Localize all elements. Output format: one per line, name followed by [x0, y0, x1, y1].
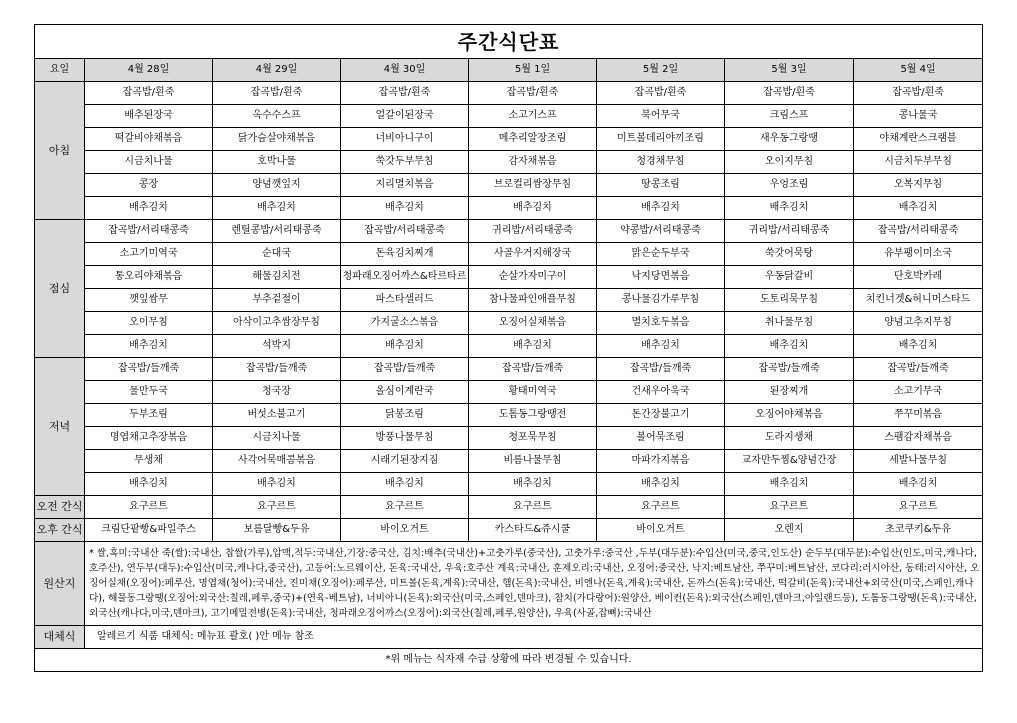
snack-row — [35, 519, 983, 542]
menu-item: 잡곡밥/들깨죽 — [854, 358, 983, 381]
origin-row — [35, 542, 983, 626]
menu-item: 우동닭갈비 — [725, 266, 854, 289]
menu-item: 배추김치 — [725, 197, 854, 220]
menu-item: 북어무국 — [597, 105, 725, 128]
menu-item: 잡곡밥/흰죽 — [725, 82, 854, 105]
menu-item: 옥수수스프 — [213, 105, 341, 128]
menu-item: 잡곡밥/서리태콩죽 — [854, 220, 983, 243]
menu-item: 유부팽이미소국 — [854, 243, 983, 266]
menu-item: 스팸감자채볶음 — [854, 427, 983, 450]
menu-item: 미트볼데리야끼조림 — [597, 128, 725, 151]
menu-item: 배추김치 — [597, 473, 725, 496]
menu-item: 가지굴소스볶음 — [341, 312, 469, 335]
day-header: 4월 29일 — [213, 59, 341, 82]
snack-item: 크림단팥빵&파일주스 — [85, 519, 213, 542]
menu-item: 시금치두부무침 — [854, 151, 983, 174]
meal-row — [35, 473, 983, 496]
menu-item: 깻잎쌈무 — [85, 289, 213, 312]
menu-item: 배추김치 — [469, 473, 597, 496]
day-header: 5월 2일 — [597, 59, 725, 82]
menu-item: 배추김치 — [469, 335, 597, 358]
menu-item: 배추김치 — [854, 197, 983, 220]
menu-item: 땅콩조림 — [597, 174, 725, 197]
snack-label: 오후 간식 — [35, 519, 85, 542]
menu-item: 도토리묵무침 — [725, 289, 854, 312]
menu-item: 잡곡밥/들깨죽 — [725, 358, 854, 381]
snack-item: 요구르트 — [597, 496, 725, 519]
menu-item: 단호박카레 — [854, 266, 983, 289]
menu-item: 새우동그랑땡 — [725, 128, 854, 151]
menu-sheet — [34, 24, 982, 697]
menu-item: 잡곡밥/흰죽 — [597, 82, 725, 105]
snack-item: 카스타드&쥬시쿨 — [469, 519, 597, 542]
weekday-label: 요일 — [35, 59, 85, 82]
menu-item: 사각어묵매콤볶음 — [213, 450, 341, 473]
menu-item: 비름나물무침 — [469, 450, 597, 473]
meal-label: 아침 — [35, 82, 85, 220]
menu-item: 잡곡밥/들깨죽 — [341, 358, 469, 381]
menu-item: 배추김치 — [854, 335, 983, 358]
snack-item: 요구르트 — [85, 496, 213, 519]
menu-item: 명엽채고추장볶음 — [85, 427, 213, 450]
menu-item: 소고기무국 — [854, 381, 983, 404]
menu-item: 떡갈비야채볶음 — [85, 128, 213, 151]
menu-item: 참나물파인애플무침 — [469, 289, 597, 312]
menu-item: 귀리밥/서리태콩죽 — [725, 220, 854, 243]
footnote: *위 메뉴는 식자재 수급 상황에 따라 변경될 수 있습니다. — [35, 649, 983, 672]
day-header: 4월 28일 — [85, 59, 213, 82]
menu-item: 잡곡밥/들깨죽 — [469, 358, 597, 381]
menu-item: 배추김치 — [85, 335, 213, 358]
menu-item: 쑥갓두부무침 — [341, 151, 469, 174]
menu-item: 크림스프 — [725, 105, 854, 128]
menu-item: 통오리야채볶음 — [85, 266, 213, 289]
footnote-row — [35, 649, 983, 672]
menu-item: 오복지무침 — [854, 174, 983, 197]
menu-item: 시금치나물 — [85, 151, 213, 174]
menu-item: 황태미역국 — [469, 381, 597, 404]
weekly-menu-table — [34, 24, 983, 672]
menu-item: 호박나물 — [213, 151, 341, 174]
snack-item: 요구르트 — [213, 496, 341, 519]
meal-label: 저녁 — [35, 358, 85, 496]
meal-row — [35, 220, 983, 243]
snack-item: 요구르트 — [469, 496, 597, 519]
menu-item: 오징어야채볶음 — [725, 404, 854, 427]
meal-row — [35, 358, 983, 381]
menu-item: 오이지무침 — [725, 151, 854, 174]
day-header: 5월 4일 — [854, 59, 983, 82]
menu-item: 배추김치 — [213, 197, 341, 220]
menu-item: 순살가자미구이 — [469, 266, 597, 289]
menu-item: 너비아니구이 — [341, 128, 469, 151]
menu-item: 방풍나물무침 — [341, 427, 469, 450]
meal-row — [35, 266, 983, 289]
meal-row — [35, 243, 983, 266]
menu-item: 배추김치 — [341, 197, 469, 220]
menu-item: 잡곡밥/흰죽 — [85, 82, 213, 105]
menu-item: 맑은순두부국 — [597, 243, 725, 266]
meal-row — [35, 312, 983, 335]
menu-item: 메추리알장조림 — [469, 128, 597, 151]
substitute-row — [35, 626, 983, 649]
meal-label: 점심 — [35, 220, 85, 358]
menu-item: 닭봉조림 — [341, 404, 469, 427]
menu-item: 브로컬리쌈장무침 — [469, 174, 597, 197]
meal-row — [35, 197, 983, 220]
menu-item: 청경채무침 — [597, 151, 725, 174]
menu-item: 마파가지볶음 — [597, 450, 725, 473]
menu-item: 물만두국 — [85, 381, 213, 404]
snack-item: 요구르트 — [854, 496, 983, 519]
meal-row — [35, 335, 983, 358]
meal-row — [35, 128, 983, 151]
origin-text: * 쌀,흑미:국내산 죽(쌀):국내산, 찹쌀(가루),압맥,적두:국내산,기장:중국산, 김치:배추(국내산)+고춧가루(중국산), 고춧가루:중국산 ,두부(대두분):수입산(미국,중국,인도산) 순두부(대두분):수입산(인도,미국,캐나다,호주산), 연두부(대두):수입산(미국,캐나다,중국산), 고등어:노르웨이산, 돈육:국내산, 우육:호주산 계육:국내산, 훈제오리:국내산, 오징어:중국산, 낙지:베트남산, 쭈꾸미:베트남산, 코다리:러시아산, 동태:러시아산, 오징어실채(오징어):페루산, 명엽채(청어):국내산, 진미채(오징어):페루산, 미트볼(돈육,계육):국내산, 햄(돈육):국내산, 비엔나(돈육,계육):국내산, 돈까스(돈육):국내산, 떡갈비(돈육):국내산+외국산(미국,스페인,캐나다), 해물동그랑땡(오징어:외국산:칠레,페루,중국)+(연육-베트남), 너비아니(돈육):외국산(미국,스페인,덴마크), 참치(가다랑어):원양산, 베이컨(돈육):외국산(스페인,덴마크,아일랜드등), 도톰동그랑땡(돈육):국내산,외국산(캐나다,미국,덴마크), 고기메밀전병(돈육):국내산, 청파래오징어까스(오징어):외국산(칠레,페루,원양산), 우육(사골,잡뼈):국내산 — [85, 542, 983, 626]
menu-item: 배추김치 — [725, 335, 854, 358]
menu-item: 교자만두찜&양념간장 — [725, 450, 854, 473]
menu-item: 배추김치 — [597, 197, 725, 220]
menu-item: 귀리밥/서리태콩죽 — [469, 220, 597, 243]
menu-item: 취나물무침 — [725, 312, 854, 335]
menu-item: 배추김치 — [85, 473, 213, 496]
menu-item: 배추김치 — [341, 473, 469, 496]
menu-item: 사골우거지해장국 — [469, 243, 597, 266]
menu-item: 부추겉절이 — [213, 289, 341, 312]
menu-item: 도라지생채 — [725, 427, 854, 450]
menu-item: 돈간장불고기 — [597, 404, 725, 427]
meal-row — [35, 381, 983, 404]
menu-item: 야채계란스크램블 — [854, 128, 983, 151]
menu-item: 약콩밥/서리태콩죽 — [597, 220, 725, 243]
snack-row — [35, 496, 983, 519]
menu-item: 배추김치 — [85, 197, 213, 220]
substitute-label: 대체식 — [35, 626, 85, 649]
menu-item: 청국장 — [213, 381, 341, 404]
menu-item: 잡곡밥/서리태콩죽 — [85, 220, 213, 243]
snack-item: 오렌지 — [725, 519, 854, 542]
menu-item: 세발나물무침 — [854, 450, 983, 473]
menu-item: 오이무침 — [85, 312, 213, 335]
menu-item: 해물김치전 — [213, 266, 341, 289]
meal-row — [35, 105, 983, 128]
menu-item: 잡곡밥/들깨죽 — [597, 358, 725, 381]
menu-item: 올심이계란국 — [341, 381, 469, 404]
menu-item: 잡곡밥/흰죽 — [854, 82, 983, 105]
menu-item: 석박지 — [213, 335, 341, 358]
meal-row — [35, 404, 983, 427]
menu-item: 배추김치 — [725, 473, 854, 496]
menu-item: 오징어실채볶음 — [469, 312, 597, 335]
day-header: 5월 3일 — [725, 59, 854, 82]
meal-row — [35, 289, 983, 312]
menu-item: 잡곡밥/흰죽 — [213, 82, 341, 105]
menu-item: 콩나물김가루무침 — [597, 289, 725, 312]
menu-item: 청파래오징어까스&타르타르 — [341, 266, 469, 289]
menu-item: 콩장 — [85, 174, 213, 197]
menu-item: 두부조림 — [85, 404, 213, 427]
menu-item: 쭈꾸미볶음 — [854, 404, 983, 427]
menu-item: 잡곡밥/서리태콩죽 — [341, 220, 469, 243]
menu-item: 소고기스프 — [469, 105, 597, 128]
snack-item: 요구르트 — [725, 496, 854, 519]
menu-item: 파스타샐러드 — [341, 289, 469, 312]
menu-item: 지리멸치볶음 — [341, 174, 469, 197]
meal-row — [35, 151, 983, 174]
menu-item: 도톰동그랑땡전 — [469, 404, 597, 427]
menu-item: 잡곡밥/들깨죽 — [85, 358, 213, 381]
menu-item: 치킨너겟&허니머스타드 — [854, 289, 983, 312]
menu-item: 낙지당면볶음 — [597, 266, 725, 289]
day-header: 4월 30일 — [341, 59, 469, 82]
snack-item: 바이오거트 — [597, 519, 725, 542]
menu-item: 청포묵무침 — [469, 427, 597, 450]
meal-row — [35, 174, 983, 197]
menu-item: 돈육김치찌개 — [341, 243, 469, 266]
menu-item: 쑥갓어묵탕 — [725, 243, 854, 266]
snack-item: 보름달빵&두유 — [213, 519, 341, 542]
menu-item: 배추김치 — [597, 335, 725, 358]
menu-item: 소고기미역국 — [85, 243, 213, 266]
menu-item: 얼갈이된장국 — [341, 105, 469, 128]
snack-item: 바이오거트 — [341, 519, 469, 542]
menu-item: 볼어묵조림 — [597, 427, 725, 450]
menu-item: 아삭이고추쌈장무침 — [213, 312, 341, 335]
menu-item: 배추김치 — [469, 197, 597, 220]
menu-item: 시금치나물 — [213, 427, 341, 450]
menu-item: 닭가슴살야채볶음 — [213, 128, 341, 151]
menu-item: 콩나물국 — [854, 105, 983, 128]
meal-row — [35, 427, 983, 450]
menu-item: 배추김치 — [213, 473, 341, 496]
menu-item: 멸치호두볶음 — [597, 312, 725, 335]
menu-item: 배추김치 — [341, 335, 469, 358]
menu-item: 버섯소불고기 — [213, 404, 341, 427]
menu-item: 된장찌개 — [725, 381, 854, 404]
menu-item: 시래기된장지짐 — [341, 450, 469, 473]
header-row — [35, 59, 983, 82]
menu-item: 무생채 — [85, 450, 213, 473]
menu-item: 양념고추지무침 — [854, 312, 983, 335]
meal-row — [35, 82, 983, 105]
menu-item: 우엉조림 — [725, 174, 854, 197]
origin-label: 원산지 — [35, 542, 85, 626]
snack-item: 요구르트 — [341, 496, 469, 519]
menu-item: 양념깻잎지 — [213, 174, 341, 197]
menu-item: 배추된장국 — [85, 105, 213, 128]
menu-item: 잡곡밥/흰죽 — [341, 82, 469, 105]
menu-item: 감자채볶음 — [469, 151, 597, 174]
day-header: 5월 1일 — [469, 59, 597, 82]
menu-item: 잡곡밥/흰죽 — [469, 82, 597, 105]
snack-label: 오전 간식 — [35, 496, 85, 519]
menu-item: 순대국 — [213, 243, 341, 266]
menu-item: 잡곡밥/들깨죽 — [213, 358, 341, 381]
menu-item: 렌틸콩밥/서리태콩죽 — [213, 220, 341, 243]
menu-item: 배추김치 — [854, 473, 983, 496]
page-title: 주간식단표 — [35, 25, 983, 59]
substitute-text: 알레르기 식품 대체식: 메뉴표 괄호( )안 메뉴 참조 — [85, 626, 983, 649]
meal-row — [35, 450, 983, 473]
snack-item: 초코쿠키&두유 — [854, 519, 983, 542]
menu-item: 건새우아욱국 — [597, 381, 725, 404]
